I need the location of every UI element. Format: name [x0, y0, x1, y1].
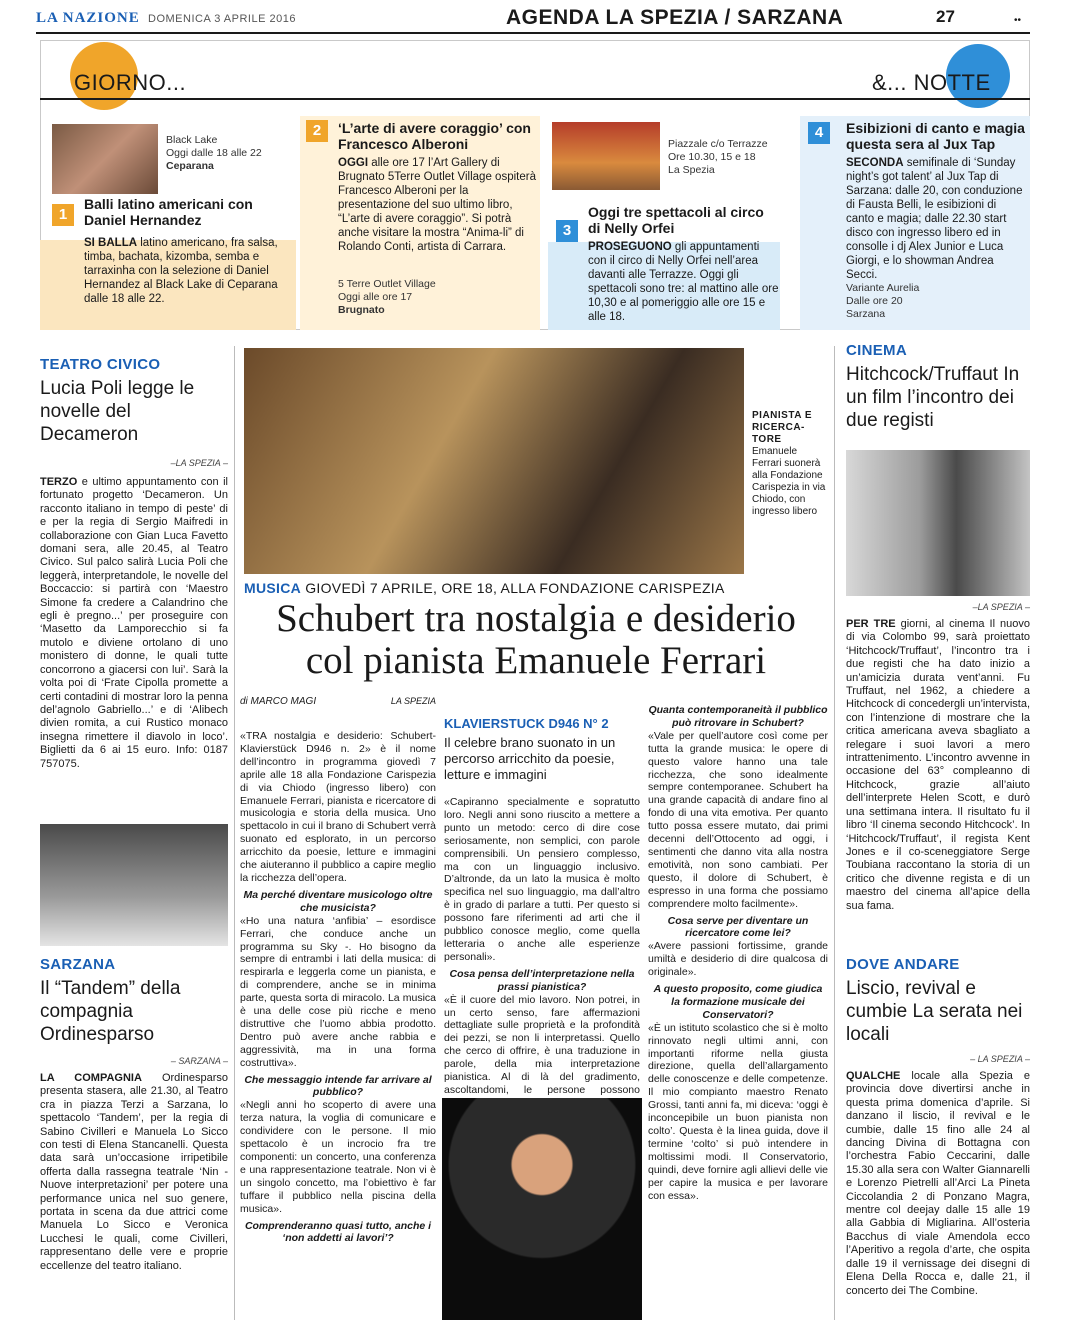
hitchcock-truffaut-photo — [846, 450, 1030, 596]
question-1: Ma perché diventare musicologo oltre che musicista? — [243, 888, 433, 914]
event-1-venue: Black Lake — [166, 134, 218, 146]
teatro-body — [40, 476, 228, 771]
event-3-photo — [552, 122, 660, 190]
giorno-label: GIORNO... — [74, 70, 187, 95]
answer-7: «È un istituto scolastico che si è molto rinnovato negli ultimi anni, con importanti riforme nella giusta direzione, quella dell’allargamento delle conoscenze e delle competenze. Il mio compianto maestro Renato Grossi, tanti anni fa, mi diceva: ‘oggi è inconcepibile un buon pianista non colto’. Questa è la linea guida, dove il termine ‘colto’ si può intendere in moltissimi modi. Il Conservatorio, quindi, deve fornire agli allievi delle vie per capire la musica e per lavorare con essa». — [648, 1021, 828, 1202]
event-3-title: Oggi tre spettacoli al circo di Nelly Orfei — [588, 204, 764, 236]
sarzana-text: Ordinesparso presenta stasera, alle 21.30, al Teatro cra in piazza Terzi a Sarzana, lo spettacolo ‘Tandem’, per la regia di Sabino Civilleri e Manuela Lo Sicco con testi di Elena Stancanelli. Questa data sarà un’occasione irripetibile offerta dalla rassegna teatrale ‘Nin - Nuove interpretazioni’ per potere una performance unica nel suo genere, portata in scena da due attrici come Manuela Lo Sicco e Veronica Lucchesi le quali, come Civilleri, rappresentano delle vere e proprie eccellenze del teatro italiano. — [40, 1072, 228, 1272]
byline — [240, 696, 436, 707]
event-3-venue: Piazzale c/o Terrazze — [668, 138, 768, 150]
cinema-text: giorni, al cinema Il nuovo di via Colombo 99, sarà proiettato ‘Hitchcock/Truffaut’, l’incontro tra i due registi che ha dato inizio a un’amicizia durata vent’anni. Fu Truffaut, nel 1962, a chiedere a Hitchcock di concedergli un’intervista, con l’intenzione di mostrare che la critica americana aveva sbagliato a relegare i suoi lavori a mero intrattenimento. L’incontro avvenne in occasione del 63° compleanno di Hitchcock, grazie all’aiuto dell’interprete Helen Scott, e durò una settimana intera. Il risultato fu il libro ‘Il cinema secondo Hitchcock’. In ‘Hitchcock/Truffaut’, il regista Kent Jones e il co-sceneggiatore Serge Toubiana raccontano la storia di un critico che divenne regista e di un maestro del cinema all’apice della sua fama. — [846, 618, 1030, 912]
notte-label: &... NOTTE — [872, 70, 991, 95]
event-2-lead: OGGI — [338, 157, 369, 169]
event-2-body — [338, 156, 538, 254]
photo-caption — [752, 410, 828, 518]
band-divider — [40, 98, 1030, 100]
sarzana-lead: LA COMPAGNIA — [40, 1072, 142, 1084]
event-3-time: Ore 10.30, 15 e 18 — [668, 151, 756, 163]
dove-article — [846, 956, 1030, 1298]
event-4-text: semifinale di ‘Sunday night’s got talent’ al Jux Tap di Sarzana: dalle 20, con conduzione di Fausta Belli, le esibizioni di canto e magia; dalle 22.30 start disco con ingresso libero ed in consolle i dj Alex Junior e Luca Giorgi, e lo showman Andrea Secci. — [846, 157, 1023, 281]
teatro-article — [40, 356, 228, 771]
sarzana-body — [40, 1072, 228, 1273]
dove-body — [846, 1070, 1030, 1298]
event-1-lead: SI BALLA — [84, 237, 138, 249]
event-2-time: Oggi alle ore 17 — [338, 291, 413, 303]
masthead — [36, 6, 1030, 34]
musica-headline-line-1: Schubert tra nostalgia e desiderio — [276, 597, 796, 640]
sarzana-article — [40, 956, 228, 1273]
dove-kicker: DOVE ANDARE — [846, 956, 960, 973]
event-3-text: gli appuntamenti con il circo di Nelly Orfei nell’area davanti alle Terrazze. Oggi gli spettacoli sono tre: al mattino alle ore 10,30 e al pomeriggio alle ore 15 e alle 18. — [588, 241, 779, 323]
event-2-text: alle ore 17 l’Art Gallery di Brugnato 5Terre Outlet Village ospiterà Francesco Alberoni per la presentazione del suo ultimo libro, “L’arte di avere coraggio”. Si potrà anche visitare la mostra “Anima-li” di Rolando Conti, artista di Carrara. — [338, 157, 536, 253]
tandem-stage-photo — [40, 824, 228, 946]
byline-place: LA SPEZIA — [390, 696, 436, 706]
event-3-number: 3 — [556, 220, 578, 242]
event-3-meta — [668, 138, 788, 177]
event-4-lead: SECONDA — [846, 157, 904, 169]
event-2-town: Brugnato — [338, 304, 385, 316]
section-title: AGENDA LA SPEZIA / SARZANA — [506, 6, 844, 29]
question-4: Cosa pensa dell’interpretazione nella prassi pianistica? — [449, 967, 635, 993]
event-3-lead: PROSEGUONO — [588, 241, 672, 253]
box-kicker: KLAVIERSTUCK D946 N° 2 — [444, 716, 609, 731]
event-4-venue: Variante Aurelia — [846, 282, 920, 294]
event-4-number: 4 — [808, 122, 830, 144]
sarzana-kicker: SARZANA — [40, 956, 116, 973]
newspaper-brand: LA NAZIONE — [36, 10, 140, 26]
answer-5: «Vale per quell’autore così come per tutta la grande musica: le opere di questo valore hanno una tale ricchezza, che sono idealmente sempre contemporanee. Schubert ha una grande capacità di andare fino al fondo di una vita emotiva. Per quanto tutto possa essere mutato, dai primi decenni dell’Ottocento ad oggi, i sentimenti che danno vita alla nostra emotività, non sono cambiati. Per questo, il dolore di Schubert, è espresso in una forma che possiamo comprendere molto facilmente». — [648, 729, 828, 910]
sarzana-headline: Il “Tandem” della compagnia Ordinesparso — [40, 978, 181, 1045]
question-2: Che messaggio intende far arrivare al pubblico? — [244, 1073, 432, 1099]
question-3: Comprenderanno quasi tutto, anche i ‘non addetti ai lavori’? — [244, 1219, 432, 1245]
musica-kicker-rest: GIOVEDÌ 7 APRILE, ORE 18, ALLA FONDAZIONE CARISPEZIA — [305, 580, 725, 596]
page-number: 27 — [936, 7, 955, 26]
answer-3: «Capiranno specialmente e sopratutto loro. Negli anni sono riuscito a mettere a punto un metodo: cerco di dire cose seriosamente, non semplici, con parole comprensibili. Un pensiero complesso, ma con un linguaggio inclusivo. D’altronde, da un lato la musica è molto specifica nel suo linguaggio, ma dall’altro è in grado di parlare a tutti. Per questo si possono fare riferimenti ad arti che il pubblico conosce meglio, come quella letteraria o anche alle esperienze personali». — [444, 796, 640, 963]
question-6: Cosa serve per diventare un ricercatore come lei? — [667, 914, 809, 940]
box-text: Il celebre brano suonato in un percorso arricchito da poesie, letture e immagini — [444, 735, 616, 782]
cinema-body — [846, 618, 1030, 913]
interview-intro: «TRA nostalgia e desiderio: Schubert-Klavierstück D946 n. 2» è il nome dell’incontro in programma giovedì 7 aprile alle 18 alla Fondazione Carispezia di via Chiodo (ingresso libero) con Emanuele Ferrari, pianista e ricercatore di musicologia e storia della musica. Uno spettacolo in cui il brano di Schubert verrà suonato ed esplorato, in un percorso arricchito da poesie, letture e immagini che aiuteranno il pubblico a capire meglio la ricchezza dell’opera. — [240, 730, 436, 884]
event-4-title: Esibizioni di canto e magia questa sera al Jux Tap — [846, 120, 1025, 152]
event-2-meta — [338, 278, 538, 317]
klavierstuck-box — [444, 716, 640, 783]
column-rule-right — [834, 346, 835, 1320]
musica-kicker-line — [244, 580, 828, 596]
musica-kicker: MUSICA — [244, 580, 302, 596]
question-7: A questo proposito, come giudica la formazione musicale dei Conservatori? — [653, 983, 823, 1021]
dove-place: – LA SPEZIA – — [970, 1054, 1030, 1064]
byline-author: di MARCO MAGI — [240, 696, 317, 707]
event-2-number: 2 — [306, 120, 328, 142]
question-5: Quanta contemporaneità il pubblico può ritrovare in Schubert? — [648, 704, 828, 729]
interview-col-1 — [240, 730, 436, 1245]
teatro-kicker: TEATRO CIVICO — [40, 356, 161, 373]
event-1-meta — [166, 134, 296, 173]
event-1-time: Oggi dalle 18 alle 22 — [166, 147, 262, 159]
answer-2: «Negli anni ho scoperto di avere una terza natura, la voglia di comunicare e condividere con le persone. Il mio spettacolo è un incrocio fra tre componenti: un concerto, una conferenza e una rappresentazione teatrale. Non vi è un singolo concetto, ma l’obiettivo è far tuffare il pubblico nella piscina della musica». — [240, 1099, 436, 1215]
cinema-headline: Hitchcock/Truffaut In un film l’incontro dei due registi — [846, 364, 1020, 431]
cinema-lead: PER TRE — [846, 618, 896, 630]
event-3-town: La Spezia — [668, 164, 715, 176]
cinema-article — [846, 342, 1030, 432]
answer-6: «Avere passioni fortissime, grande umiltà e desiderio di dire qualcosa di originale». — [648, 940, 828, 979]
event-4-body — [846, 156, 1026, 282]
event-3-body — [588, 240, 780, 324]
event-1-number: 1 — [52, 204, 74, 226]
event-2-venue: 5 Terre Outlet Village — [338, 278, 436, 290]
caption-text: Emanuele Ferrari suonerà alla Fondazione Carispezia in via Chiodo, con ingresso libero — [752, 446, 826, 517]
interview-col-3 — [648, 700, 828, 1202]
answer-1: «Ho una natura ‘anfibia’ – esordisce Ferrari, che conduce anche un programma su Sky -. Ho bisogno da sempre di entrambi i lati della musica: di respirarla e leggerla come un pianista, e di comprendere, anche se in minima parte, questa sorta di miracolo. La musica è una delle cose più ricche e meno distruttive che l’uomo abbia prodotto. Dentro può avere anche rabbia e aggressività, ma in una forma costruttiva». — [240, 914, 436, 1069]
ferrari-portrait-photo — [442, 1098, 642, 1320]
dove-headline: Liscio, revival e cumbie La serata nei locali — [846, 978, 1023, 1045]
sarzana-place: – SARZANA – — [170, 1056, 228, 1066]
musica-headline — [244, 598, 828, 682]
event-1-body — [84, 236, 280, 306]
event-4-time: Dalle ore 20 — [846, 295, 903, 307]
event-1-title: Balli latino americani con Daniel Hernandez — [84, 196, 253, 228]
event-2-title: ‘L’arte di avere coraggio’ con Francesco Alberoni — [338, 120, 531, 152]
page-dots: •• — [1014, 15, 1022, 26]
answer-4: «È il cuore del mio lavoro. Non potrei, in un certo senso, fare affermazioni dettagliate sulle proprietà e la profondità dei pezzi, se non li interpretassi. Quello che cerco di offrire, è una traduzione in parole, della mia interpretazione pianistica. Al di là del gradimento, ascoltandomi, le persone possono — [444, 993, 640, 1096]
event-4-meta — [846, 282, 1026, 321]
caption-head: PIANISTA E RICERCA-TORE — [752, 410, 813, 445]
teatro-headline: Lucia Poli legge le novelle del Decameron — [40, 378, 195, 445]
teatro-text: e ultimo appuntamento con il fortunato progetto ‘Decameron. Un racconto italiano in tempo di peste’ di e per la regia di Sergio Maifredi in collaborazione con Gian Luca Favetto domani sera, alle 20.45, al Teatro Civico. Sul palco salirà Lucia Poli che leggerà, interpretandole, le novelle del Boccaccio: si partirà con ‘Maestro Simone fa credere a Calandrino che egli è pregno...’ per proseguire con ‘Masetto da Lamporecchio si fa mutolo e diviene ortolano di uno monistero di donne, le quali tutte concorrono a giacersi con lui’. Sarà la volta poi di ‘Frate Cipolla promette a certi contadini di mostrar loro la penna del’agnolo Gabriello...’ e di ‘Alibech divien romita, a cui Rustico monaco insegna rimettere il diavolo in loco’. Biglietti da 6 ai 15 euro. Info: 0187 757075. — [40, 476, 228, 770]
pianist-photo — [244, 348, 744, 574]
column-rule-left — [234, 346, 235, 1320]
cinema-kicker: CINEMA — [846, 342, 907, 359]
musica-headline-line-2: col pianista Emanuele Ferrari — [305, 639, 767, 682]
interview-col-2 — [444, 796, 640, 1123]
dove-lead: QUALCHE — [846, 1070, 901, 1082]
dove-text: locale alla Spezia e provincia dove divertirsi anche in questa prima domenica d’aprile. Si danzano il liscio, il revival e le cumbie, dalle 15 fino alle 24 al dancing Divina di Bottagna con l’orchestra Fabio Ceccarini, dalle 15.30 alla sera con Walter Giannarelli e Lorenzo Pietrelli all’Arci La Pineta Ciccolandia 2 di Ponzano Magra, mentre col deejay dalle 15 alle 19 alla Gabbia di Migliarina. All’osteria Bacchus di viale Amendola ecco l’Aperitivo a regola d’arte, che ospita dalle 19 il vernissage dei disegni di Elena Della Rocca e, dalle 21, il concerto dei The Combine. — [846, 1070, 1030, 1297]
cinema-place: –LA SPEZIA – — [972, 602, 1030, 612]
teatro-place: –LA SPEZIA – — [170, 458, 228, 468]
event-1-photo — [52, 124, 158, 194]
event-1-town: Ceparana — [166, 160, 214, 172]
teatro-lead: TERZO — [40, 476, 78, 488]
issue-date: DOMENICA 3 APRILE 2016 — [148, 13, 296, 25]
event-1-text: latino americano, fra salsa, timba, bachata, kizomba, semba e tarraxinha con la selezione di Daniel Hernandez al Black Lake di Ceparana dalle 18 alle 22. — [84, 237, 278, 305]
event-4-town: Sarzana — [846, 308, 886, 320]
